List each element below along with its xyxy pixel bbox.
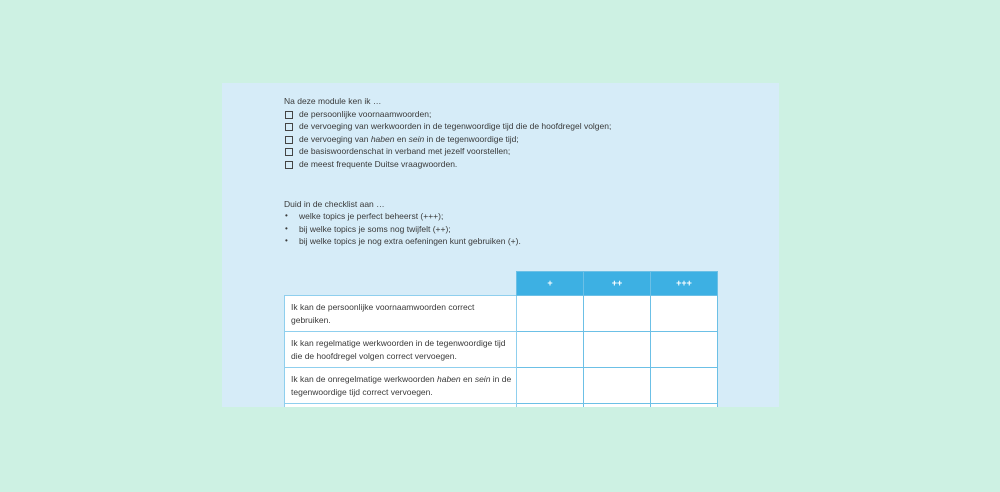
statement-text-italic: haben: [437, 373, 461, 384]
goal-text-italic: haben: [370, 133, 395, 144]
rating-cell-plus-plus-plus[interactable]: [651, 332, 718, 368]
instruction-item: • bij welke topics je nog extra oefeningen kunt gebruiken (+).: [284, 235, 764, 248]
statement-text: in de tegenwoordige tijd correct vervoegen.: [291, 373, 512, 397]
statement-text: Ik kan de onregelmatige werkwoorden: [291, 373, 437, 384]
statement-cell: [285, 368, 517, 404]
checklist-intro: Duid in de checklist aan …: [284, 198, 385, 209]
module-goals-list: [284, 108, 764, 171]
header-plus-plus-plus: +++: [651, 272, 718, 296]
header-plus-plus: ++: [584, 272, 651, 296]
goal-item: [284, 145, 764, 158]
rating-cell-plus-plus-plus[interactable]: [651, 404, 718, 408]
table-row: [285, 332, 718, 368]
statement-text-italic: sein: [474, 373, 491, 384]
header-empty-cell: [285, 272, 517, 296]
statement-text: Ik kan regelmatige werkwoorden in de tegenwoordige tijd die de hoofdregel volgen correct vervoegen.: [291, 337, 506, 361]
statement-text: Ik kan de persoonlijke voornaamwoorden correct gebruiken.: [291, 301, 475, 325]
rating-cell-plus-plus[interactable]: [584, 404, 651, 408]
table-row: [285, 404, 718, 408]
rating-cell-plus[interactable]: [517, 368, 584, 404]
goal-text: de meest frequente Duitse vraagwoorden.: [299, 158, 458, 169]
header-plus: +: [517, 272, 584, 296]
statement-cell: [285, 296, 517, 332]
goal-item: [284, 133, 764, 146]
goal-item: [284, 108, 764, 121]
instruction-item: • welke topics je perfect beheerst (+++);: [284, 210, 764, 223]
content: [284, 95, 764, 248]
rating-cell-plus-plus[interactable]: [584, 368, 651, 404]
module-intro: Na deze module ken ik …: [284, 96, 382, 106]
rating-cell-plus[interactable]: [517, 404, 584, 408]
goal-item: [284, 158, 764, 171]
document-page: [222, 83, 779, 407]
rating-cell-plus-plus[interactable]: [584, 332, 651, 368]
rating-cell-plus-plus-plus[interactable]: [651, 368, 718, 404]
goal-text: de vervoeging van werkwoorden in de tegenwoordige tijd die de hoofdregel volgen;: [299, 121, 612, 132]
rating-cell-plus-plus-plus[interactable]: [651, 296, 718, 332]
table-header-row: [285, 272, 718, 296]
goal-text: de vervoeging van: [299, 133, 371, 144]
statement-cell: [285, 404, 517, 408]
goal-text: en: [394, 133, 409, 144]
table-row: [285, 368, 718, 404]
rating-cell-plus[interactable]: [517, 296, 584, 332]
rating-cell-plus[interactable]: [517, 332, 584, 368]
checklist-instructions: [284, 198, 764, 248]
statement-cell: [285, 332, 517, 368]
table-row: [285, 296, 718, 332]
statement-text: en: [460, 373, 475, 384]
goal-text: de persoonlijke voornaamwoorden;: [299, 108, 432, 119]
goal-text-italic: sein: [408, 133, 425, 144]
rating-cell-plus-plus[interactable]: [584, 296, 651, 332]
self-assessment-table: [284, 271, 718, 407]
goal-text: de basiswoordenschat in verband met jezelf voorstellen;: [299, 146, 511, 157]
checklist-instructions-list: [284, 210, 764, 248]
goal-item: [284, 120, 764, 133]
goal-text: in de tegenwoordige tijd;: [424, 133, 519, 144]
instruction-item: • bij welke topics je soms nog twijfelt (++);: [284, 223, 764, 236]
